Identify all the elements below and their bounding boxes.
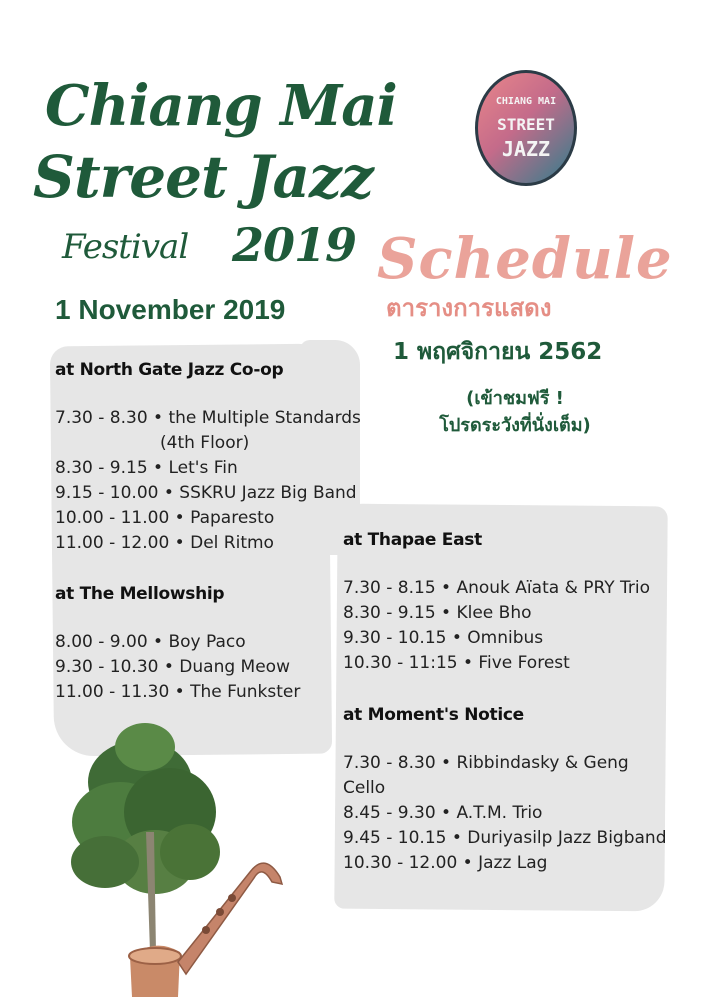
event-date-english: 1 November 2019: [55, 294, 286, 325]
schedule-heading: Schedule: [377, 226, 673, 292]
free-entry-line-1: (เข้าชมฟรี !: [466, 388, 564, 409]
slot-north-gate-4: 10.00 - 11.00 • Paparesto: [55, 508, 275, 528]
badge-logo: [475, 70, 577, 186]
thai-schedule-heading: ตารางการแสดง: [386, 294, 552, 322]
badge-line-3: JAZZ: [501, 137, 551, 161]
slot-mellowship-1: 8.00 - 9.00 • Boy Paco: [55, 632, 246, 652]
slot-moments-4: 10.30 - 12.00 • Jazz Lag: [343, 853, 548, 873]
slot-thapae-4: 10.30 - 11:15 • Five Forest: [343, 653, 570, 673]
slot-moments-2: 8.45 - 9.30 • A.T.M. Trio: [343, 803, 543, 823]
slot-north-gate-5: 11.00 - 12.00 • Del Ritmo: [55, 533, 274, 553]
event-date-thai: 1 พฤศจิกายน 2562: [393, 339, 603, 365]
logo-line-chiang-mai: Chiang Mai: [45, 73, 397, 139]
slot-north-gate-1: 7.30 - 8.30 • the Multiple Standards: [55, 408, 361, 428]
slot-thapae-2: 8.30 - 9.15 • Klee Bho: [343, 603, 532, 623]
logo-line-street-jazz: Street Jazz: [33, 143, 373, 211]
free-entry-note: [405, 385, 625, 439]
slot-north-gate-2: 8.30 - 9.15 • Let's Fin: [55, 458, 238, 478]
tree-foliage-icon: [71, 723, 220, 894]
slot-moments-1-cont: Cello: [343, 778, 386, 798]
slot-mellowship-3: 11.00 - 11.30 • The Funkster: [55, 682, 301, 702]
saxophone-tree-illustration: [60, 712, 300, 1000]
slot-north-gate-3: 9.15 - 10.00 • SSKRU Jazz Big Band: [55, 483, 357, 503]
slot-thapae-3: 9.30 - 10.15 • Omnibus: [343, 628, 544, 648]
slot-mellowship-2: 9.30 - 10.30 • Duang Meow: [55, 657, 290, 677]
venue-mellowship: at The Mellowship: [55, 584, 225, 604]
logo-line-year: 2019: [232, 218, 357, 272]
logo-line-festival: Festival: [62, 227, 189, 267]
badge-line-1: CHIANG MAI: [495, 96, 557, 107]
badge-line-2: STREET: [497, 115, 555, 134]
slot-moments-1: 7.30 - 8.30 • Ribbindasky & Geng: [343, 753, 629, 773]
free-entry-line-2: โปรดระวังที่นั่งเต็ม): [439, 415, 591, 436]
slot-north-gate-1-cont: (4th Floor): [160, 433, 250, 453]
venue-moments-notice: at Moment's Notice: [343, 705, 524, 725]
venue-thapae-east: at Thapae East: [343, 530, 482, 550]
slot-moments-3: 9.45 - 10.15 • Duriyasilp Jazz Bigband: [343, 828, 667, 848]
venue-north-gate: at North Gate Jazz Co-op: [55, 360, 284, 380]
slot-thapae-1: 7.30 - 8.15 • Anouk Aïata & PRY Trio: [343, 578, 650, 598]
